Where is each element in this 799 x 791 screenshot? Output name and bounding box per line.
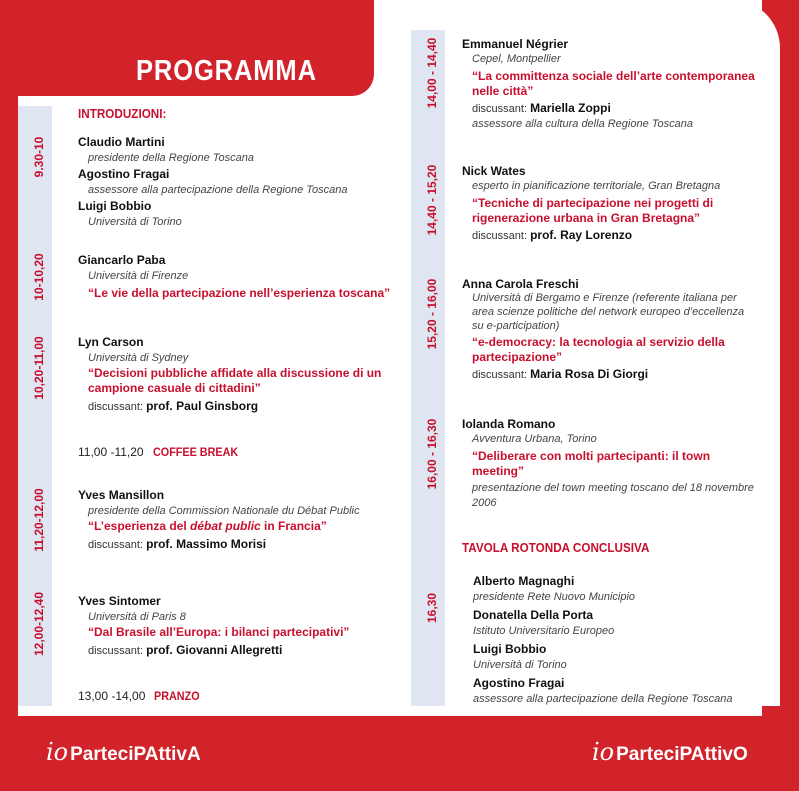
session-carson: [78, 334, 388, 415]
discussant-label: discussant:: [88, 539, 144, 551]
speaker-role: Avventura Urbana, Torino: [472, 433, 597, 445]
speaker-name: Agostino Fragai: [473, 676, 565, 690]
time-slot-3: 10,20-11,00: [32, 336, 46, 400]
speaker-name: Emmanuel Négrier: [462, 37, 569, 51]
session-freschi: [462, 277, 757, 382]
speaker-name: Nick Wates: [462, 164, 526, 178]
speaker-name: Anna Carola Freschi: [462, 277, 579, 291]
speaker-role: Università di Firenze: [88, 270, 189, 282]
speaker-role: presidente della Regione Toscana: [88, 152, 254, 164]
speaker-name: Iolanda Romano: [462, 417, 556, 431]
lunch-break: [78, 687, 205, 705]
talk-title: “Tecniche di partecipazione nei progetti di rigenerazione urbana in Gran Bretagna”: [472, 196, 714, 225]
time-slot-10: 16,30: [425, 592, 439, 624]
discussant-label: discussant:: [472, 230, 528, 242]
speaker-name: Lyn Carson: [78, 335, 144, 349]
logo-partecipattivo: [592, 738, 748, 766]
speaker-role: presidente Rete Nuovo Municipio: [473, 591, 636, 603]
time-slot-6: 14,00 - 14,40: [425, 37, 439, 109]
time-slot-9: 16,00 - 16,30: [425, 418, 439, 490]
talk-title: “Deliberare con molti partecipanti: il town meeting”: [472, 449, 711, 478]
speaker-name: Giancarlo Paba: [78, 253, 166, 267]
time-slot-8: 15,20 - 16,00: [425, 278, 439, 350]
speaker-name: Claudio Martini: [78, 135, 165, 149]
talk-part: débat public: [190, 519, 261, 533]
speaker-role: Università di Torino: [88, 216, 182, 228]
time-slot-7: 14,40 - 15,20: [425, 164, 439, 236]
discussant-name: prof. Massimo Morisi: [146, 537, 267, 551]
discussant: [472, 101, 757, 117]
intro-title: INTRODUZIONI:: [78, 106, 167, 121]
talk-title: [88, 519, 359, 534]
speaker-role: assessore alla partecipazione della Regione Toscana: [88, 184, 348, 196]
speaker-role: Cepel, Montpellier: [472, 53, 561, 65]
discussant-name: prof. Paul Ginsborg: [146, 399, 259, 413]
session-negrier: [462, 37, 757, 132]
talk-part: in Francia”: [260, 519, 327, 533]
coffee-break: [78, 443, 247, 461]
speaker-role: Istituto Universitario Europeo: [473, 625, 615, 637]
talk-title: “Le vie della partecipazione nell’esperienza toscana”: [88, 286, 391, 300]
round-table-title: TAVOLA ROTONDA CONCLUSIVA: [462, 540, 650, 555]
speaker-name: Luigi Bobbio: [78, 199, 152, 213]
discussant: [88, 398, 388, 415]
time-slot-1: 9.30-10: [32, 136, 46, 178]
round-table-speakers: [473, 573, 732, 707]
speaker-role: esperto in pianificazione territoriale, Gran Bretagna: [472, 180, 721, 192]
speaker-role: Università di Bergamo e Firenze (referente italiana per area scienze politiche del network europeo d’eccellenza su e-participation): [472, 292, 745, 332]
time-slot-2: 10-10,20: [32, 253, 46, 301]
speaker-role: Università di Torino: [473, 659, 567, 671]
speaker-name: Donatella Della Porta: [473, 608, 594, 622]
session-note: presentazione del town meeting toscano del 18 novembre 2006: [472, 482, 754, 509]
discussant-name: Mariella Zoppi: [530, 101, 611, 115]
speaker-name: Agostino Fragai: [78, 167, 170, 181]
discussant-role: assessore alla cultura della Regione Toscana: [472, 118, 693, 130]
talk-title: “Decisioni pubbliche affidate alla discussione di un campione casuale di cittadini”: [88, 366, 382, 395]
session-mansillon: [78, 487, 359, 553]
discussant-name: Maria Rosa Di Giorgi: [530, 367, 649, 381]
session-romano: [462, 417, 757, 511]
logo-io: io: [46, 738, 69, 766]
session-wates: [462, 164, 757, 244]
logo-text: ParteciPAttivA: [70, 744, 201, 765]
discussant: [472, 367, 757, 382]
logo-text: ParteciPAttivO: [616, 744, 748, 765]
speaker-name: Alberto Magnaghi: [473, 574, 575, 588]
speaker-role: Università di Paris 8: [88, 611, 186, 623]
talk-part: “L’esperienza del: [88, 519, 191, 533]
break-time: 11,00 -11,20: [78, 445, 144, 459]
speaker-role: presidente della Commission Nationale du Débat Public: [88, 505, 360, 517]
discussant-label: discussant:: [88, 401, 144, 413]
discussant-label: discussant:: [88, 645, 144, 657]
discussant: [88, 536, 359, 553]
discussant: [472, 228, 757, 244]
left-red-border: [0, 0, 18, 791]
talk-title: “e-democracy: la tecnologia al servizio della partecipazione”: [472, 335, 725, 364]
time-slot-4: 11,20-12,00: [32, 488, 46, 552]
session-paba: [78, 252, 390, 301]
speaker-name: Yves Mansillon: [78, 488, 165, 502]
session-sintomer: [78, 593, 349, 659]
discussant-label: discussant:: [472, 103, 528, 115]
logo-io: io: [592, 738, 615, 766]
break-label: PRANZO: [154, 689, 200, 703]
page-title: PROGRAMMA: [136, 55, 317, 87]
time-slot-5: 12,00-12,40: [32, 591, 46, 657]
speaker-name: Luigi Bobbio: [473, 642, 547, 656]
intro-speakers: [78, 134, 347, 230]
speaker-name: Yves Sintomer: [78, 594, 161, 608]
speaker-role: Università di Sydney: [88, 352, 189, 364]
discussant-label: discussant:: [472, 369, 528, 381]
discussant: [88, 642, 349, 659]
break-time: 13,00 -14,00: [78, 689, 146, 703]
speaker-role: assessore alla partecipazione della Regione Toscana: [473, 693, 733, 705]
discussant-name: prof. Ray Lorenzo: [530, 228, 633, 242]
discussant-name: prof. Giovanni Allegretti: [146, 643, 283, 657]
talk-title: “Dal Brasile all’Europa: i bilanci partecipativi”: [88, 625, 350, 639]
logo-partecipattiva: [46, 738, 201, 766]
talk-title: “La committenza sociale dell’arte contemporanea nelle città”: [472, 69, 755, 98]
break-label: COFFEE BREAK: [152, 445, 238, 459]
